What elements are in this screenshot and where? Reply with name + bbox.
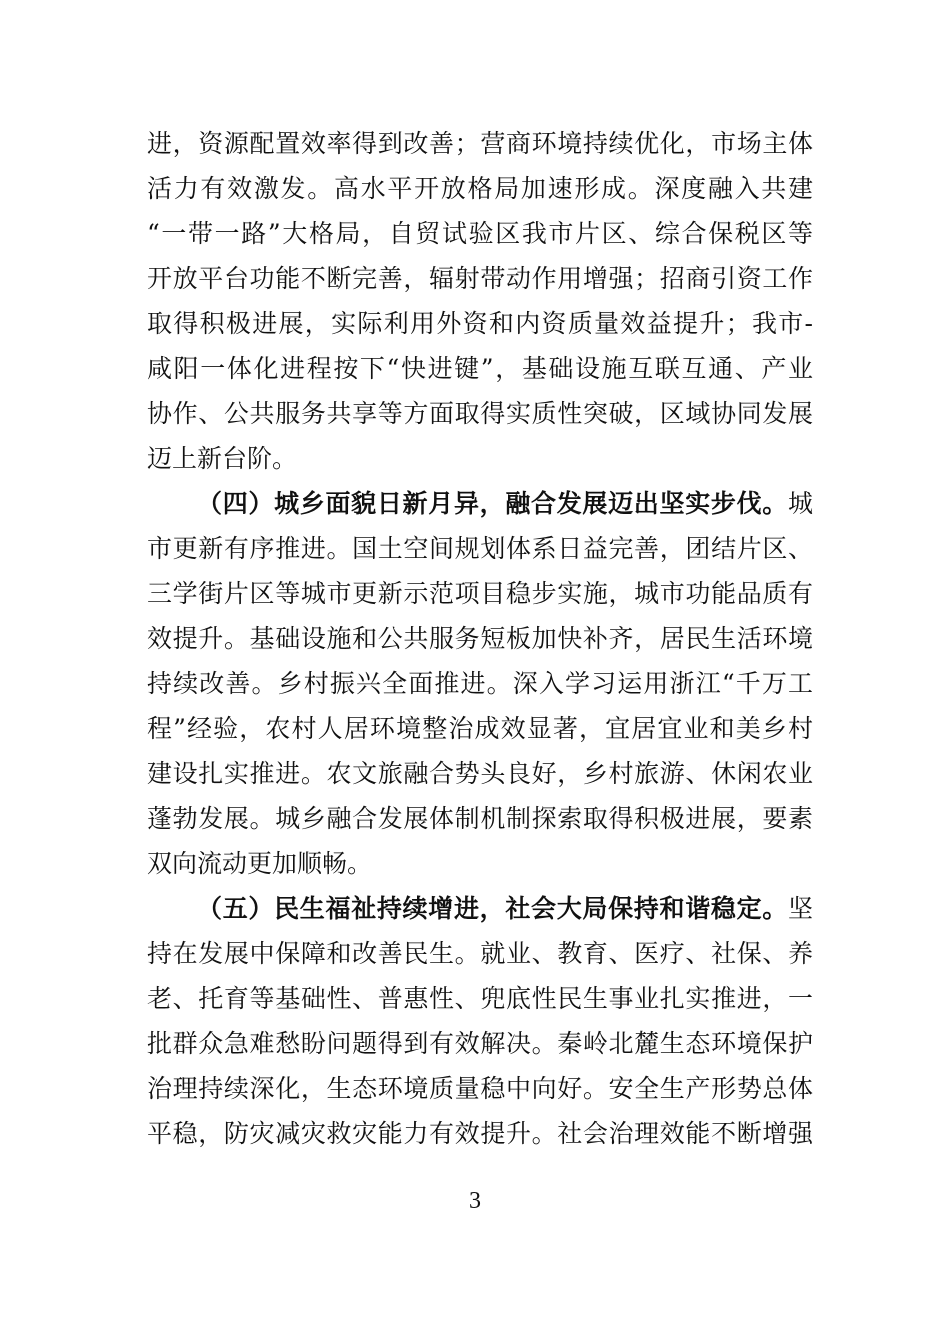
body-text: 城 xyxy=(787,489,813,518)
section-heading-line xyxy=(197,484,813,524)
body-line: 程”经验，农村人居环境整治成效显著，宜居宜业和美乡村 xyxy=(147,714,813,743)
body-line: 批群众急难愁盼问题得到有效解决。秦岭北麓生态环境保护 xyxy=(147,1029,813,1058)
body-line: 协作、公共服务共享等方面取得实质性突破，区域协同发展 xyxy=(147,399,813,428)
section-number: （四） xyxy=(197,489,275,518)
body-line: “一带一路”大格局，自贸试验区我市片区、综合保税区等 xyxy=(147,219,813,248)
body-line: 蓬勃发展。城乡融合发展体制机制探索取得积极进展，要素 xyxy=(147,804,813,833)
body-line: 持在发展中保障和改善民生。就业、教育、医疗、社保、养 xyxy=(147,939,813,968)
body-line: 持续改善。乡村振兴全面推进。深入学习运用浙江“千万工 xyxy=(147,669,813,698)
body-text: 坚 xyxy=(787,894,813,923)
body-line: 老、托育等基础性、普惠性、兜底性民生事业扎实推进，一 xyxy=(147,984,813,1013)
body-line: 咸阳一体化进程按下“快进键”，基础设施互联互通、产业 xyxy=(147,354,813,383)
body-line: 迈上新台阶。 xyxy=(147,444,298,473)
body-line: 治理持续深化，生态环境质量稳中向好。安全生产形势总体 xyxy=(147,1074,813,1103)
section-heading-line xyxy=(197,889,813,929)
section-heading: 民生福祉持续增进，社会大局保持和谐稳定。 xyxy=(274,894,788,923)
body-line: 开放平台功能不断完善，辐射带动作用增强；招商引资工作 xyxy=(147,264,813,293)
body-line: 效提升。基础设施和公共服务短板加快补齐，居民生活环境 xyxy=(147,624,813,653)
body-line: 平稳，防灾减灾救灾能力有效提升。社会治理效能不断增强 xyxy=(147,1119,813,1148)
body-line: 双向流动更加顺畅。 xyxy=(147,849,373,878)
body-line: 进，资源配置效率得到改善；营商环境持续优化，市场主体 xyxy=(147,129,813,158)
body-line: 活力有效激发。高水平开放格局加速形成。深度融入共建 xyxy=(147,174,813,203)
section-number: （五） xyxy=(197,894,275,923)
section-heading: 城乡面貌日新月异，融合发展迈出坚实步伐。 xyxy=(274,489,788,518)
page-number: 3 xyxy=(469,1188,481,1214)
body-line: 市更新有序推进。国土空间规划体系日益完善，团结片区、 xyxy=(147,534,813,563)
body-line: 取得积极进展，实际利用外资和内资质量效益提升；我市- xyxy=(147,309,813,338)
body-line: 建设扎实推进。农文旅融合势头良好，乡村旅游、休闲农业 xyxy=(147,759,813,788)
body-line: 三学街片区等城市更新示范项目稳步实施，城市功能品质有 xyxy=(147,579,813,608)
